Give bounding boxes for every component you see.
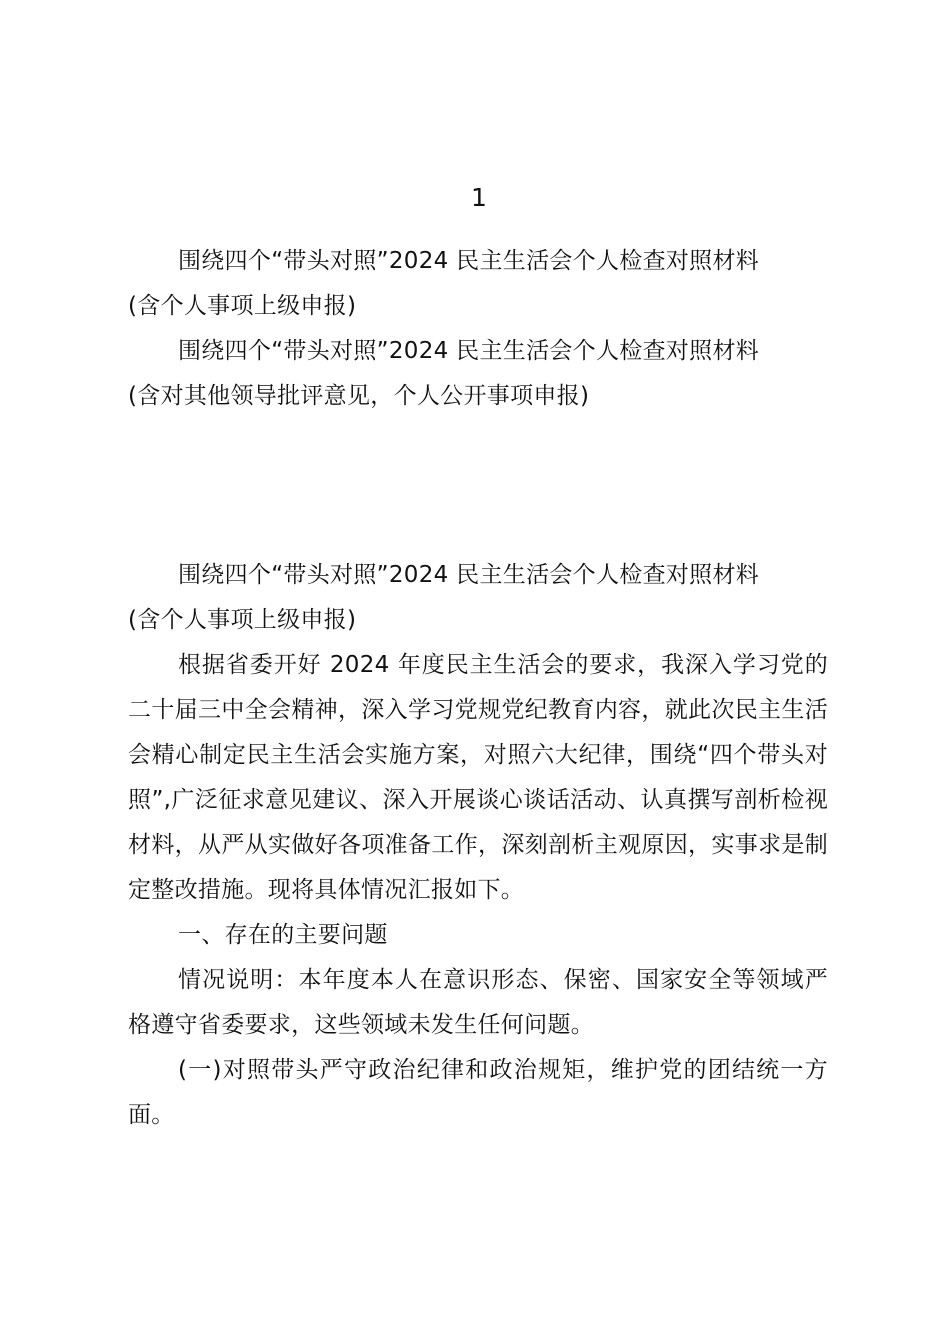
intro-titles-block — [128, 239, 828, 419]
page-number: 1 — [471, 183, 487, 212]
document-title-line2: (含个人事项上级申报) — [128, 607, 357, 633]
intro-title-1-line2: (含个人事项上级申报) — [128, 293, 357, 319]
intro-title-2-line1: 围绕四个“带头对照”2024 民主生活会个人检查对照材料 — [178, 338, 760, 364]
intro-title-1-line1: 围绕四个“带头对照”2024 民主生活会个人检查对照材料 — [178, 248, 760, 274]
subsection-heading: (一)对照带头严守政治纪律和政治规矩，维护党的团结统一方面。 — [128, 1057, 828, 1128]
intro-title-2-line2: (含对其他领导批评意见，个人公开事项申报) — [128, 383, 590, 409]
intro-paragraph: 根据省委开好 2024 年度民主生活会的要求，我深入学习党的二十届三中全会精神，深入学习党规党纪教育内容，就此次民主生活会精心制定民主生活会实施方案，对照六大纪律，围绕“四个带头对照”,广泛征求意见建议、深入开展谈心谈话活动、认真撰写剖析检视材料，从严从实做好各项准备工作，深刻剖析主观原因，实事求是制定整改措施。现将具体情况汇报如下。 — [128, 652, 828, 903]
document-body — [128, 553, 828, 1138]
document-title-line1: 围绕四个“带头对照”2024 民主生活会个人检查对照材料 — [178, 562, 760, 588]
situation-note: 情况说明：本年度本人在意识形态、保密、国家安全等领域严格遵守省委要求，这些领域未发生任何问题。 — [128, 967, 828, 1038]
section-heading: 一、存在的主要问题 — [178, 922, 388, 948]
